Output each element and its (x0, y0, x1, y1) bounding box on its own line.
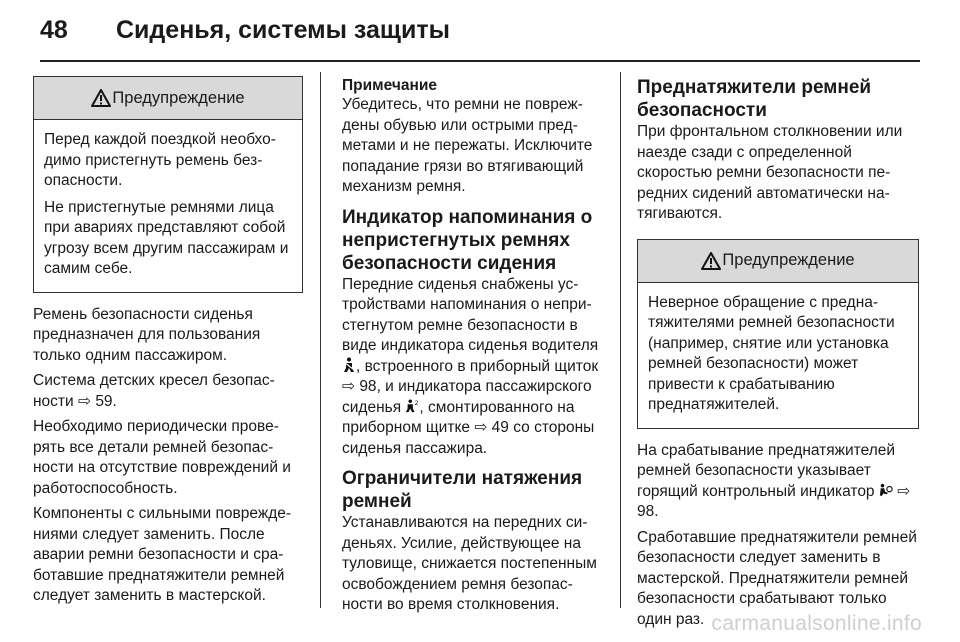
warning-text-1: Перед каждой поездкой необходимо пристегнуть ремень безопасности. (44, 131, 276, 189)
column-3 (637, 76, 919, 635)
airbag-warning-icon (879, 482, 893, 498)
reminder-text-a: Передние сиденья снабжены устройствами напоминания о непристегнутом ремне безопасности в виде индикатора сиденья водителя (342, 275, 599, 354)
header-rule (40, 60, 920, 62)
paragraph-belt-force-limiters: Устанавливаются на передних сиденьях. Усилие, действующее на туловище, снижается постепенным освобождением ремня безопасности во время столкновения. (342, 514, 597, 613)
paragraph-belt-single-user: Ремень безопасности сиденья предназначен для пользования только одним пассажиром. (33, 305, 261, 364)
paragraph-child-seat-ref (33, 371, 303, 412)
column-2 (342, 76, 608, 621)
page-ref-arrow-icon: ⇨ (897, 482, 911, 500)
heading-belt-reminder: Индикатор напоминания о непристегнутых ремнях безопасности сидения (342, 206, 593, 274)
warning-triangle-icon (91, 89, 111, 107)
indicator-text: На срабатывание преднатяжителей ремней безопасности указывает горящий контрольный индикатор (637, 441, 896, 500)
heading-belt-force-limiters: Ограничители натяжения ремней (342, 468, 583, 512)
warning-header (34, 77, 302, 120)
column-divider-2 (620, 72, 621, 608)
reminder-text-e: со стороны сиденья пассажира. (342, 419, 595, 457)
paragraph-replace-damaged: Компоненты с сильными повреждениями следует заменить. После аварии ремни безопасности и сработавшие преднатяжители ремней следует заменить в мастерской. (33, 505, 292, 604)
page-ref-59[interactable]: 59. (95, 392, 117, 410)
warning-triangle-icon (701, 252, 721, 270)
heading-belt-pretensioners: Преднатяжители ремней безопасности (637, 77, 872, 121)
reminder-text-b: , встроенного в приборный щиток (356, 357, 599, 375)
warning-text: Неверное обращение с преднатяжителями ремней безопасности (например, снятие или установка ремней безопасности) может привести к срабатыванию преднатяжителей. (648, 293, 895, 413)
page-ref-arrow-icon: ⇨ (78, 392, 91, 410)
paragraph-pretensioner-indicator (637, 441, 919, 523)
watermark: carmanualsonline.info (711, 612, 922, 635)
note-text: Убедитесь, что ремни не повреждены обувью или острыми предметами и не пережаты. Исключите попадание грязи во втягивающий механизм ремня. (342, 96, 593, 195)
note-title: Примечание (342, 77, 437, 94)
page-title: Сиденья, системы защиты (116, 16, 450, 44)
child-seat-text: Система детских кресел безопасности (33, 372, 275, 410)
page-ref-49[interactable]: 49 (491, 419, 509, 436)
reminder-text-d: , смонтированного на приборном щитке (342, 398, 575, 436)
driver-seatbelt-icon (342, 357, 356, 373)
passenger-seatbelt-icon (405, 398, 419, 414)
warning-box-2 (637, 239, 919, 429)
warning-title: Предупреждение (722, 251, 855, 269)
warning-header (638, 240, 918, 283)
paragraph-pretensioners: При фронтальном столкновении или наезде сзади с определенной скоростью ремни безопасности передних сидений автоматически натягиваются. (637, 123, 903, 222)
warning-box-1 (33, 76, 303, 293)
svg-text:2: 2 (415, 399, 419, 407)
column-divider-1 (320, 72, 321, 608)
paragraph-replace-pretensioners: Сработавшие преднатяжители ремней безопасности следует заменить в мастерской. Преднатяжители ремней безопасности срабатывают только один раз. (637, 528, 917, 628)
reminder-text-c: , и индикатора пассажирского сиденья (342, 378, 592, 416)
page-ref-arrow-icon: ⇨ (474, 419, 488, 436)
warning-title: Предупреждение (112, 88, 245, 107)
page-ref-98[interactable]: 98 (359, 378, 377, 395)
warning-text-2: Не пристегнутые ремнями лица при авариях представляют собой угрозу всем другим пассажирам и самим себе. (44, 198, 289, 277)
page-number: 48 (40, 16, 68, 44)
page-ref-98[interactable]: 98. (637, 503, 659, 520)
page-header (40, 12, 920, 52)
column-1 (33, 76, 303, 612)
paragraph-check-parts: Необходимо периодически проверять все детали ремней безопасности на отсутствие повреждений и работоспособность. (33, 418, 291, 497)
paragraph-belt-reminder (342, 275, 608, 460)
page-ref-arrow-icon: ⇨ (342, 378, 355, 395)
